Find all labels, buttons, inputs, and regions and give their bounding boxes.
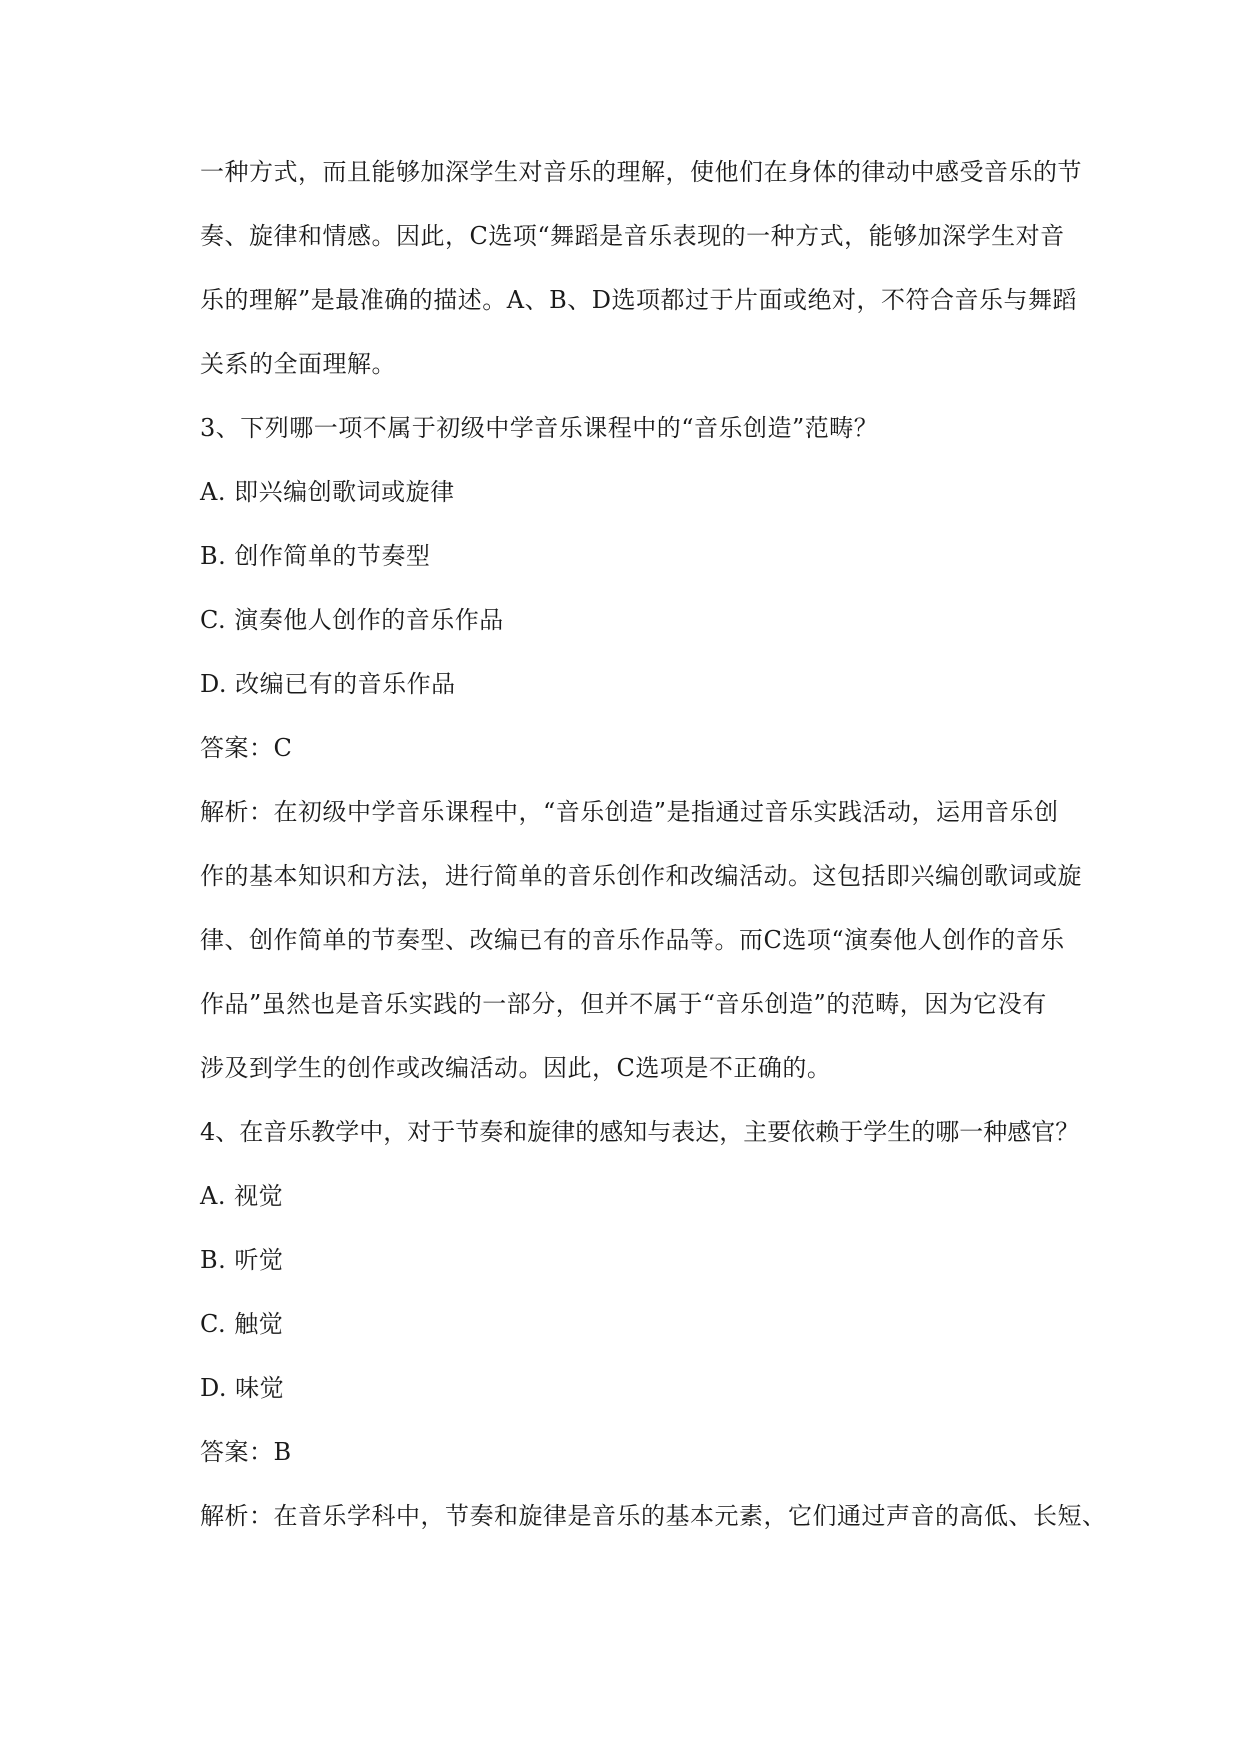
question-4 xyxy=(200,1100,1107,1548)
option-d: D. 味觉 xyxy=(200,1374,285,1402)
document-page xyxy=(200,140,1107,1548)
option-b: B. 创作简单的节奏型 xyxy=(200,542,431,570)
answer: 答案：C xyxy=(200,734,293,762)
explanation-line: 涉及到学生的创作或改编活动。因此，C选项是不正确的。 xyxy=(200,1054,832,1082)
question-stem: 3、下列哪一项不属于初级中学音乐课程中的“音乐创造”范畴？ xyxy=(200,414,879,442)
text-line: 奏、旋律和情感。因此，C选项“舞蹈是音乐表现的一种方式，能够加深学生对音 xyxy=(200,222,1065,250)
text-line: 一种方式，而且能够加深学生对音乐的理解，使他们在身体的律动中感受音乐的节 xyxy=(200,158,1082,186)
answer: 答案：B xyxy=(200,1438,292,1466)
explanation-line: 解析：在初级中学音乐课程中，“音乐创造”是指通过音乐实践活动，运用音乐创 xyxy=(200,798,1059,826)
explanation-line: 律、创作简单的节奏型、改编已有的音乐作品等。而C选项“演奏他人创作的音乐 xyxy=(200,926,1065,954)
option-c: C. 触觉 xyxy=(200,1310,284,1338)
option-a: A. 即兴编创歌词或旋律 xyxy=(200,478,455,506)
option-d: D. 改编已有的音乐作品 xyxy=(200,670,456,698)
explanation-line: 解析：在音乐学科中，节奏和旋律是音乐的基本元素，它们通过声音的高低、长短、 xyxy=(200,1502,1107,1530)
previous-explanation xyxy=(200,140,1080,396)
option-b: B. 听觉 xyxy=(200,1246,284,1274)
explanation-line: 作的基本知识和方法，进行简单的音乐创作和改编活动。这包括即兴编创歌词或旋 xyxy=(200,862,1082,890)
text-line: 乐的理解”是最准确的描述。A、B、D选项都过于片面或绝对，不符合音乐与舞蹈 xyxy=(200,286,1077,314)
question-3 xyxy=(200,396,1080,1100)
option-a: A. 视觉 xyxy=(200,1182,284,1210)
explanation-line: 作品”虽然也是音乐实践的一部分，但并不属于“音乐创造”的范畴，因为它没有 xyxy=(200,990,1047,1018)
question-stem: 4、在音乐教学中，对于节奏和旋律的感知与表达，主要依赖于学生的哪一种感官？ xyxy=(200,1118,1080,1146)
option-c: C. 演奏他人创作的音乐作品 xyxy=(200,606,504,634)
text-line: 关系的全面理解。 xyxy=(200,350,396,378)
